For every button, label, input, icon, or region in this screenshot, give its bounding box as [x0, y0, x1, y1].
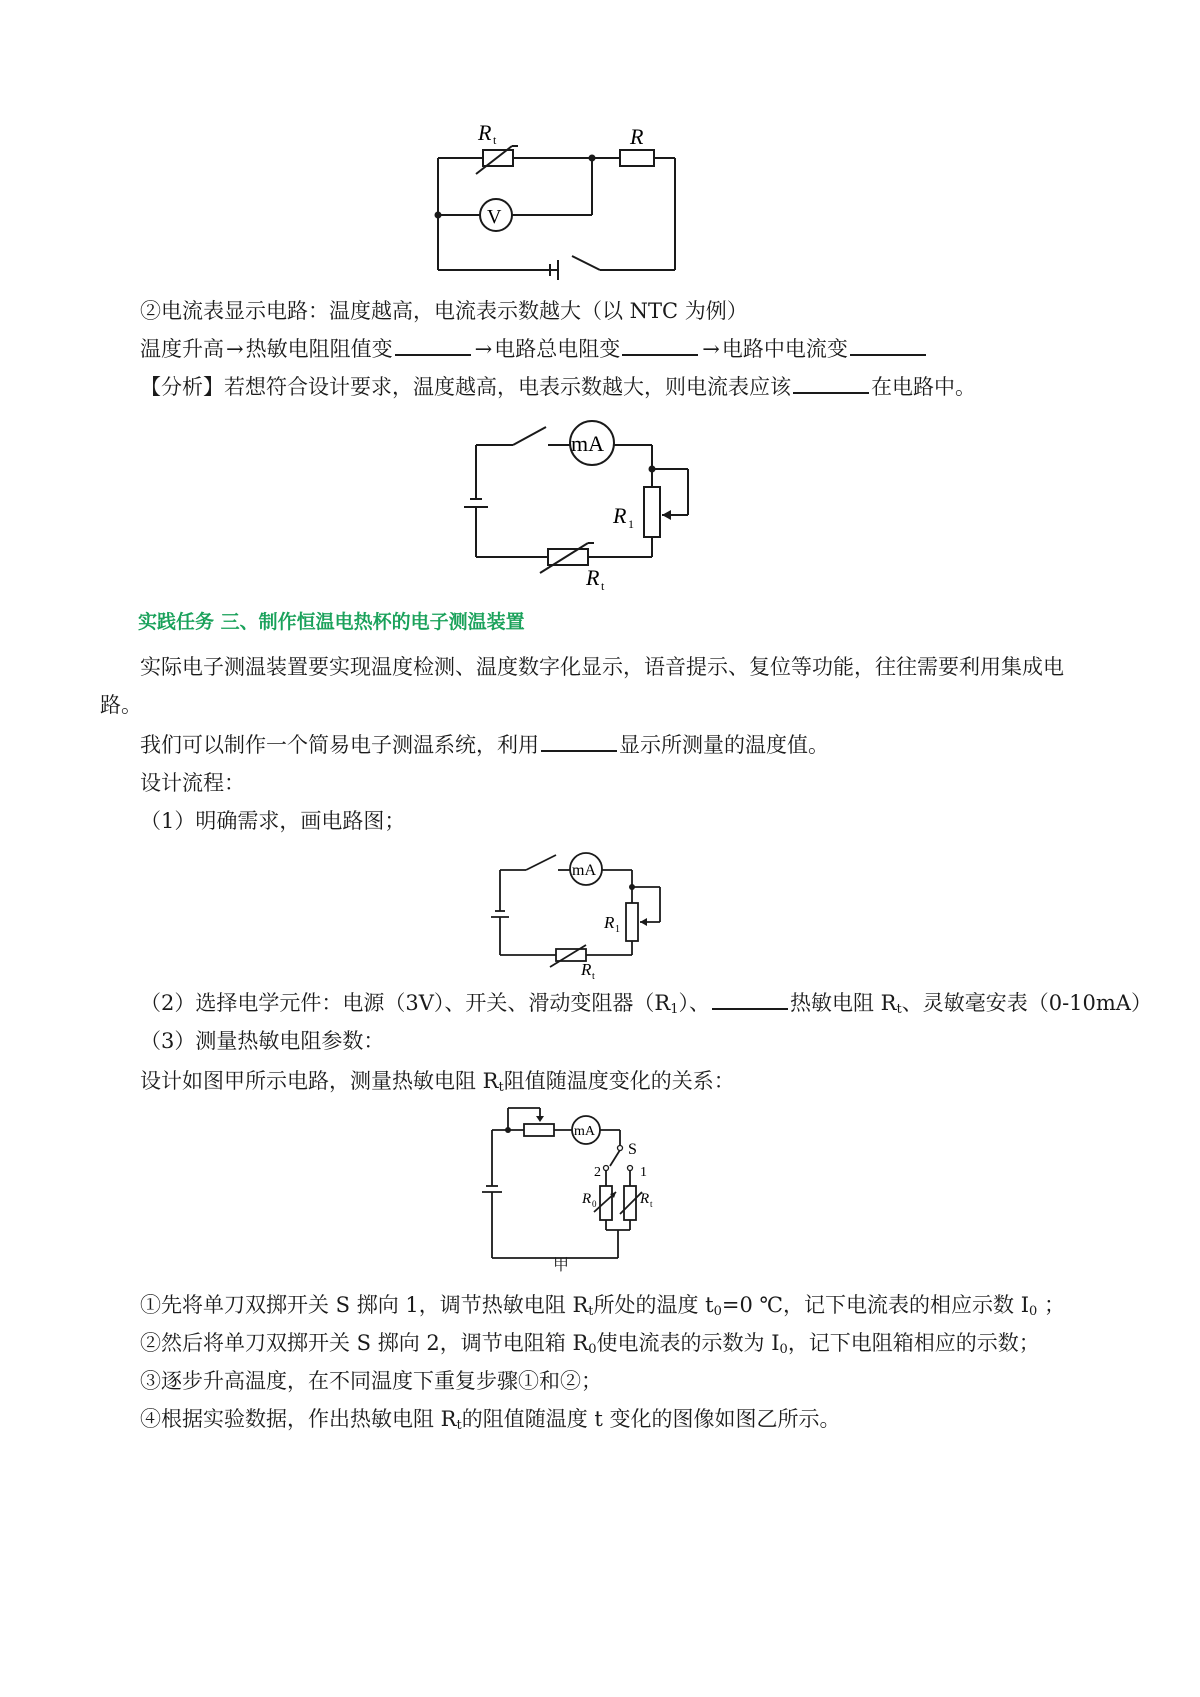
procedure-step-1: ①先将单刀双掷开关 S 掷向 1，调节热敏电阻 $R_t$所处的温度 $t_0=0$ ℃，记下电流表的相应示数 $I_0$ ；	[140, 1293, 1065, 1319]
fill-blank[interactable]	[850, 336, 926, 356]
r1-label: R	[604, 913, 615, 932]
rt-label-sub: t	[592, 971, 595, 980]
ma-label: mA	[571, 431, 604, 456]
para-design-figure: 设计如图甲所示电路，测量热敏电阻 $R_t$阻值随温度变化的关系：	[140, 1069, 735, 1095]
figure-jia-circuit-diagram	[478, 1100, 678, 1280]
procedure-step-2: ②然后将单刀双掷开关 S 掷向 2，调节电阻箱 $R_0$使电流表的示数为 $I_0$，记下电阻箱相应的示数；	[140, 1331, 1040, 1357]
voltmeter-circuit-diagram	[420, 110, 680, 285]
r1-label: R	[613, 503, 627, 528]
design-circuit-diagram	[486, 845, 676, 980]
step-3-measure: （3）测量热敏电阻参数：	[140, 1029, 385, 1053]
r1-label-sub: 1	[615, 924, 620, 935]
rt-label-sub: t	[650, 1199, 653, 1209]
fill-blank[interactable]	[712, 990, 788, 1010]
switch-label: S	[628, 1141, 637, 1158]
procedure-step-4: ④根据实验数据，作出热敏电阻 $R_t$的阻值随温度 t 变化的图像如图乙所示。	[140, 1407, 841, 1433]
fill-blank[interactable]	[793, 374, 869, 394]
switch-position-2-label: 2	[594, 1165, 601, 1180]
para-reasoning: 温度升高→热敏电阻阻值变 →电路总电阻变 →电路中电流变	[140, 334, 928, 364]
ma-label: mA	[574, 1124, 595, 1139]
para-analysis: 【分析】若想符合设计要求，温度越高，电表示数越大，则电流表应该 在电路中。	[140, 375, 976, 399]
r0-label: R	[582, 1191, 592, 1207]
voltmeter-label: V	[487, 206, 502, 228]
rt-label: R	[581, 960, 592, 979]
figure-caption: 甲	[553, 1255, 570, 1274]
step-1-requirements: （1）明确需求，画电路图；	[140, 809, 406, 833]
fill-blank[interactable]	[622, 336, 698, 356]
para-intro-line1: 实际电子测温装置要实现温度检测、温度数字化显示，语音提示、复位等功能，往往需要利用集成电	[140, 655, 1064, 679]
fill-blank[interactable]	[541, 732, 617, 752]
rt-label: R	[640, 1191, 650, 1207]
para-system: 我们可以制作一个简易电子测温系统，利用 显示所测量的温度值。	[140, 733, 829, 757]
procedure-step-3: ③逐步升高温度，在不同温度下重复步骤①和②；	[140, 1369, 602, 1393]
r1-label-sub: 1	[628, 517, 634, 531]
para-design-flow: 设计流程：	[140, 771, 245, 795]
para-ammeter-circuit: ②电流表显示电路：温度越高，电流表示数越大（以 NTC 为例）	[140, 299, 748, 323]
rt-label-sub: t	[493, 133, 497, 147]
r-label: R	[630, 124, 644, 149]
rt-label: R	[478, 120, 492, 145]
step-2-components: （2）选择电学元件：电源（3V）、开关、滑动变阻器$(R_1)$、 热敏电阻 $R_t$、灵敏毫安表（0-10mA）	[140, 991, 1152, 1017]
para-intro-line2: 路。	[100, 693, 142, 717]
fill-blank[interactable]	[395, 336, 471, 356]
milliammeter-circuit-diagram	[458, 415, 698, 595]
section-heading: 实践任务 三、制作恒温电热杯的电子测温装置	[138, 611, 525, 633]
rt-label: R	[586, 565, 600, 590]
r0-label-sub: 0	[592, 1199, 597, 1209]
switch-position-1-label: 1	[640, 1165, 647, 1180]
rt-label-sub: t	[601, 579, 605, 593]
ma-label: mA	[572, 862, 596, 879]
